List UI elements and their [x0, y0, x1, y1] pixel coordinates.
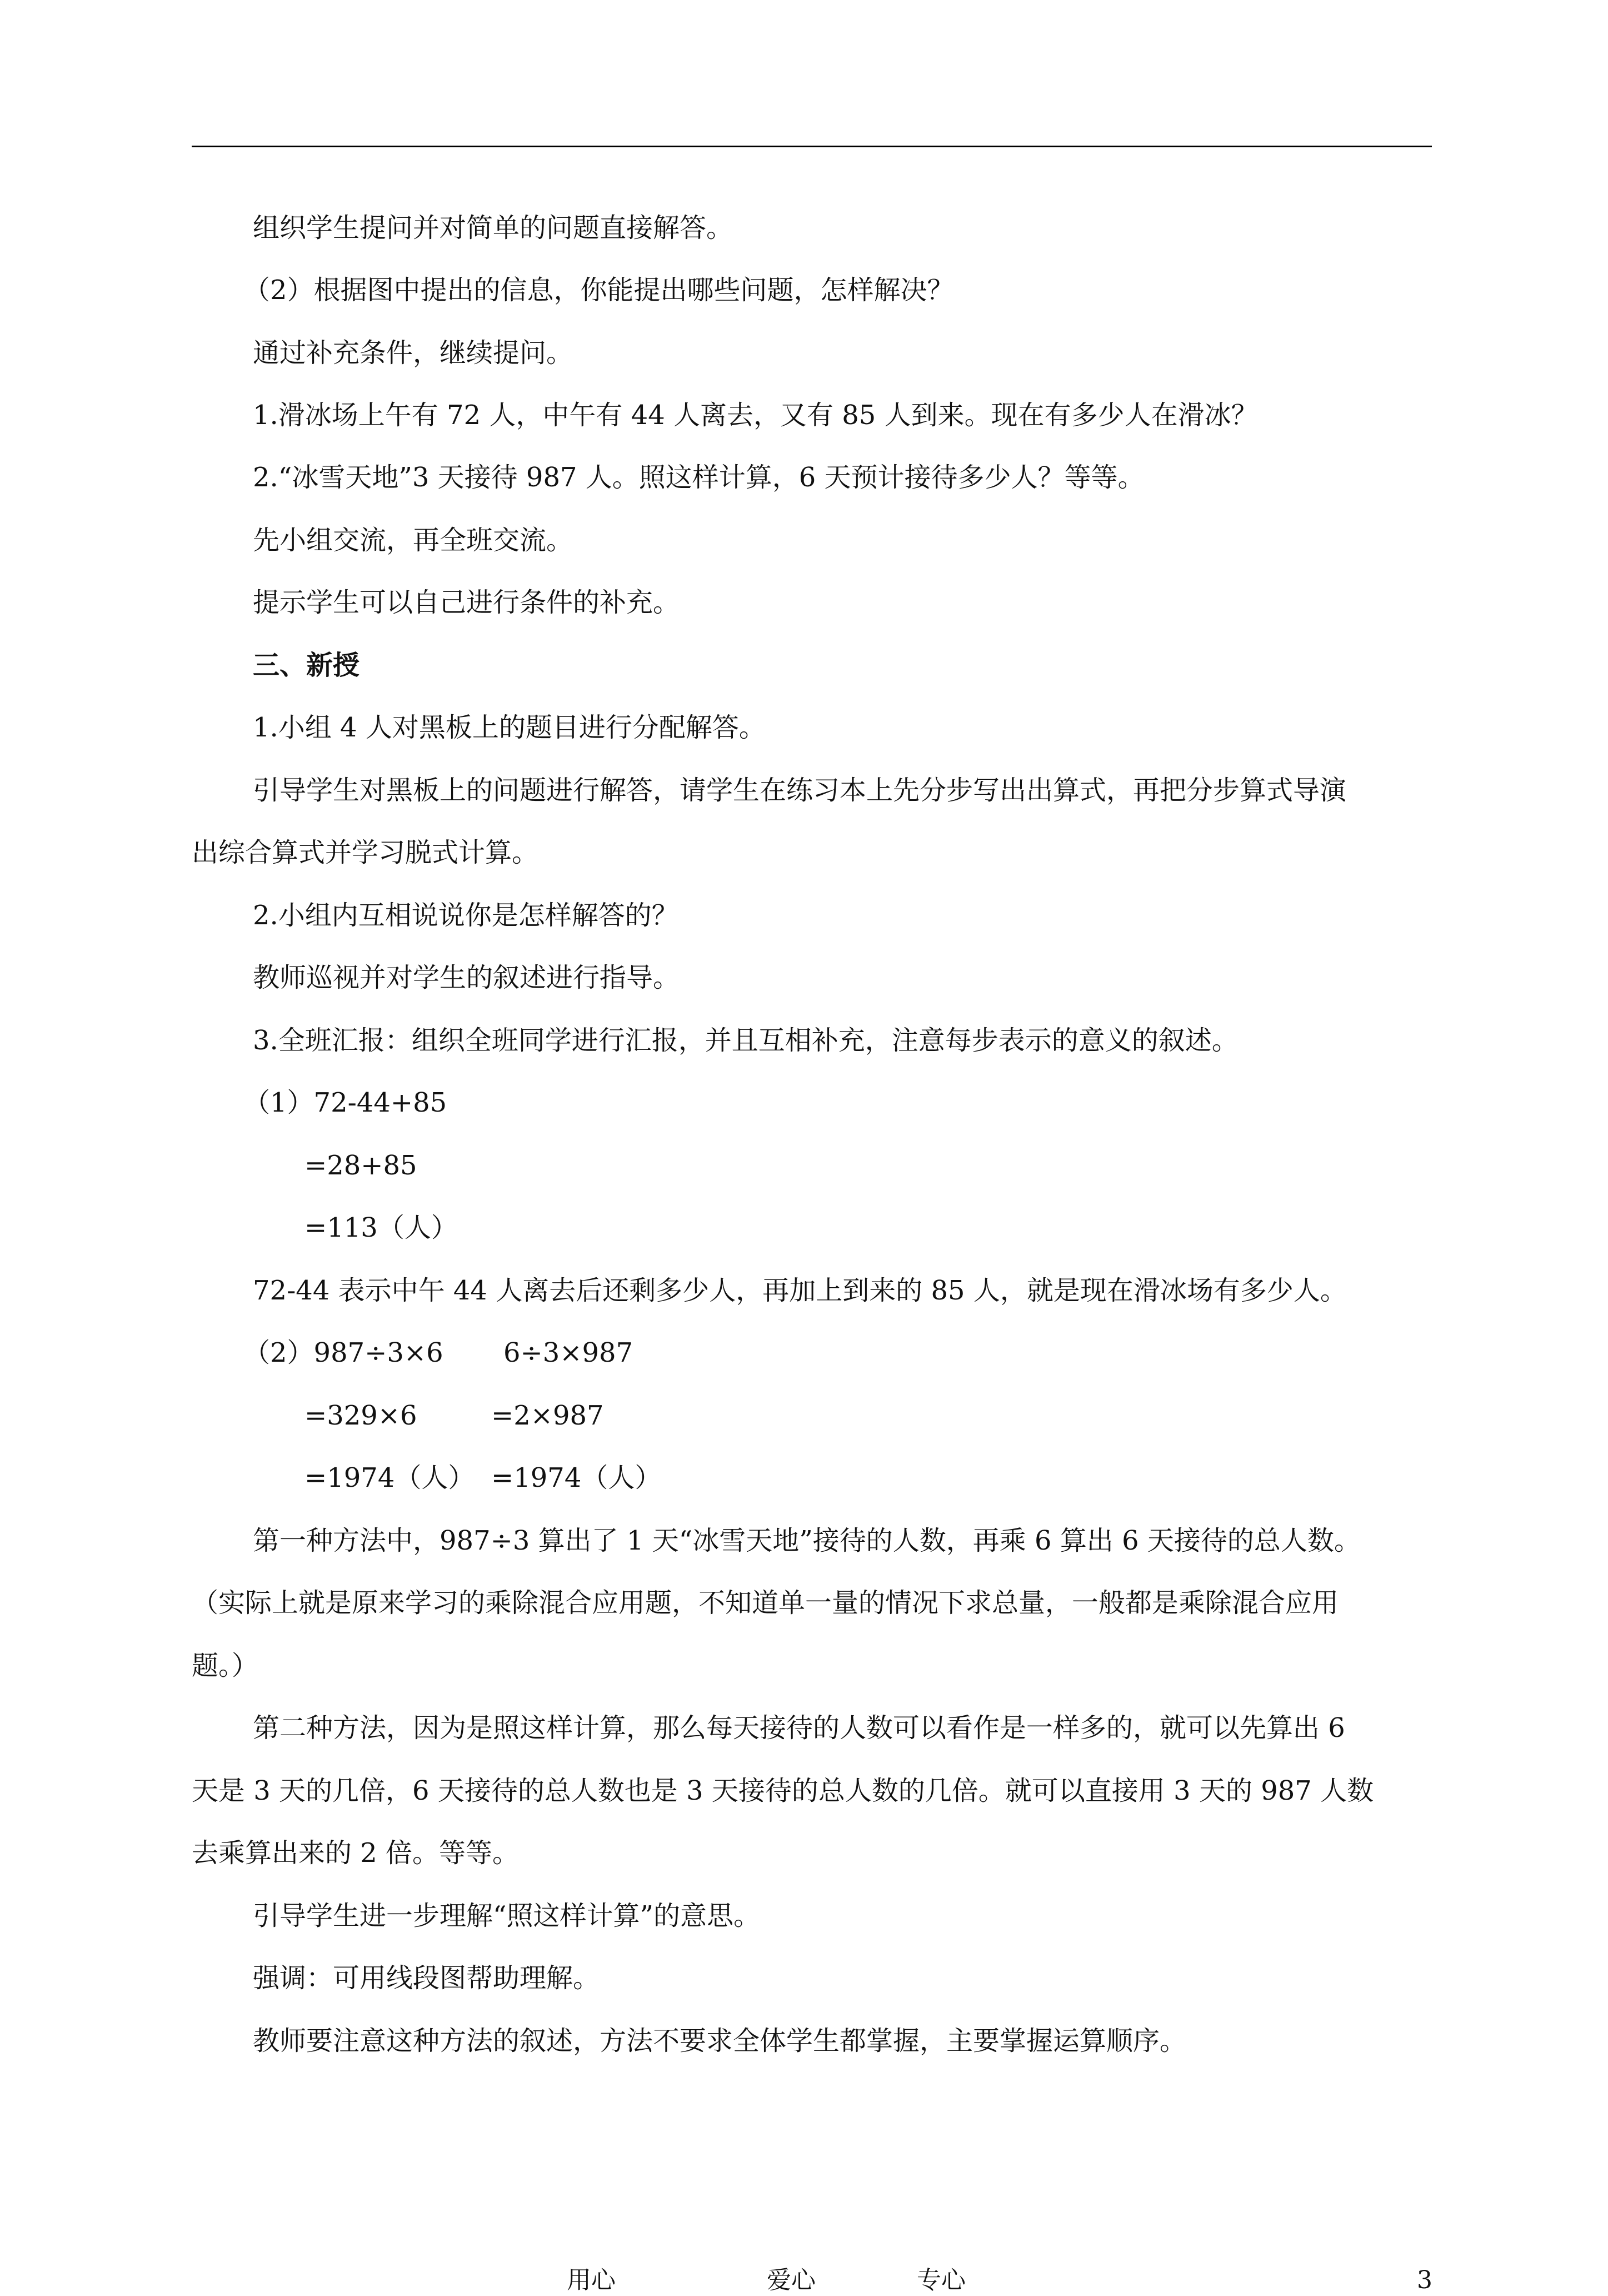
text-line: 强调：可用线段图帮助理解。	[253, 1963, 600, 1994]
formula-line: =2×987	[491, 1400, 604, 1431]
page-number: 3	[1417, 2266, 1432, 2294]
text-line: 72-44 表示中午 44 人离去后还剩多少人，再加上到来的 85 人，就是现在滑冰场有多少人。	[253, 1275, 1347, 1306]
formula-line: （1）72-44+85	[243, 1087, 447, 1118]
text-line: 2.小组内互相说说你是怎样解答的？	[253, 900, 678, 931]
formula-line: =113（人）	[304, 1212, 458, 1243]
text-line: 引导学生进一步理解“照这样计算”的意思。	[253, 1900, 761, 1931]
formula-line: =1974（人）	[304, 1462, 475, 1493]
text-line: 3.全班汇报：组织全班同学进行汇报，并且互相补充，注意每步表示的意义的叙述。	[253, 1025, 1239, 1056]
text-line: 天是 3 天的几倍，6 天接待的总人数也是 3 天接待的总人数的几倍。就可以直接用 3 天的 987 人数	[192, 1775, 1374, 1806]
text-line: 教师要注意这种方法的叙述，方法不要求全体学生都掌握，主要掌握运算顺序。	[253, 2025, 1187, 2056]
header-rule	[192, 146, 1432, 147]
text-line: 通过补充条件，继续提问。	[253, 337, 573, 368]
formula-line: （2）987÷3×6	[243, 1337, 443, 1368]
formula-line: =1974（人）	[491, 1462, 662, 1493]
text-line: 第一种方法中，987÷3 算出了 1 天“冰雪天地”接待的人数，再乘 6 算出 6 天接待的总人数。	[253, 1525, 1361, 1556]
text-line: 先小组交流，再全班交流。	[253, 525, 573, 556]
text-line: 2.“冰雪天地”3 天接待 987 人。照这样计算，6 天预计接待多少人？等等。	[253, 462, 1145, 493]
text-line: 提示学生可以自己进行条件的补充。	[253, 587, 680, 618]
formula-line: 6÷3×987	[503, 1337, 633, 1368]
text-line: 第二种方法，因为是照这样计算，那么每天接待的人数可以看作是一样多的，就可以先算出 6	[253, 1712, 1345, 1744]
text-line: 出综合算式并学习脱式计算。	[192, 837, 539, 868]
text-line: 题。）	[192, 1650, 259, 1681]
text-line: 组织学生提问并对简单的问题直接解答。	[253, 212, 733, 243]
section-heading: 三、新授	[253, 650, 360, 681]
text-line: 1.小组 4 人对黑板上的题目进行分配解答。	[253, 712, 766, 743]
formula-line: =329×6	[304, 1400, 417, 1431]
footer-left-text: 用心	[567, 2266, 616, 2294]
footer-middle-text: 爱心	[767, 2266, 816, 2294]
text-line: 引导学生对黑板上的问题进行解答，请学生在练习本上先分步写出出算式，再把分步算式导演	[253, 775, 1347, 806]
text-line: （2）根据图中提出的信息，你能提出哪些问题，怎样解决？	[243, 275, 954, 306]
text-line: （实际上就是原来学习的乘除混合应用题，不知道单一量的情况下求总量，一般都是乘除混合应用	[192, 1587, 1339, 1618]
formula-line: =28+85	[304, 1150, 417, 1181]
footer-right-text: 专心	[917, 2266, 966, 2294]
text-line: 教师巡视并对学生的叙述进行指导。	[253, 962, 680, 993]
text-line: 去乘算出来的 2 倍。等等。	[192, 1837, 520, 1869]
text-line: 1.滑冰场上午有 72 人，中午有 44 人离去，又有 85 人到来。现在有多少人在滑冰？	[253, 400, 1258, 431]
